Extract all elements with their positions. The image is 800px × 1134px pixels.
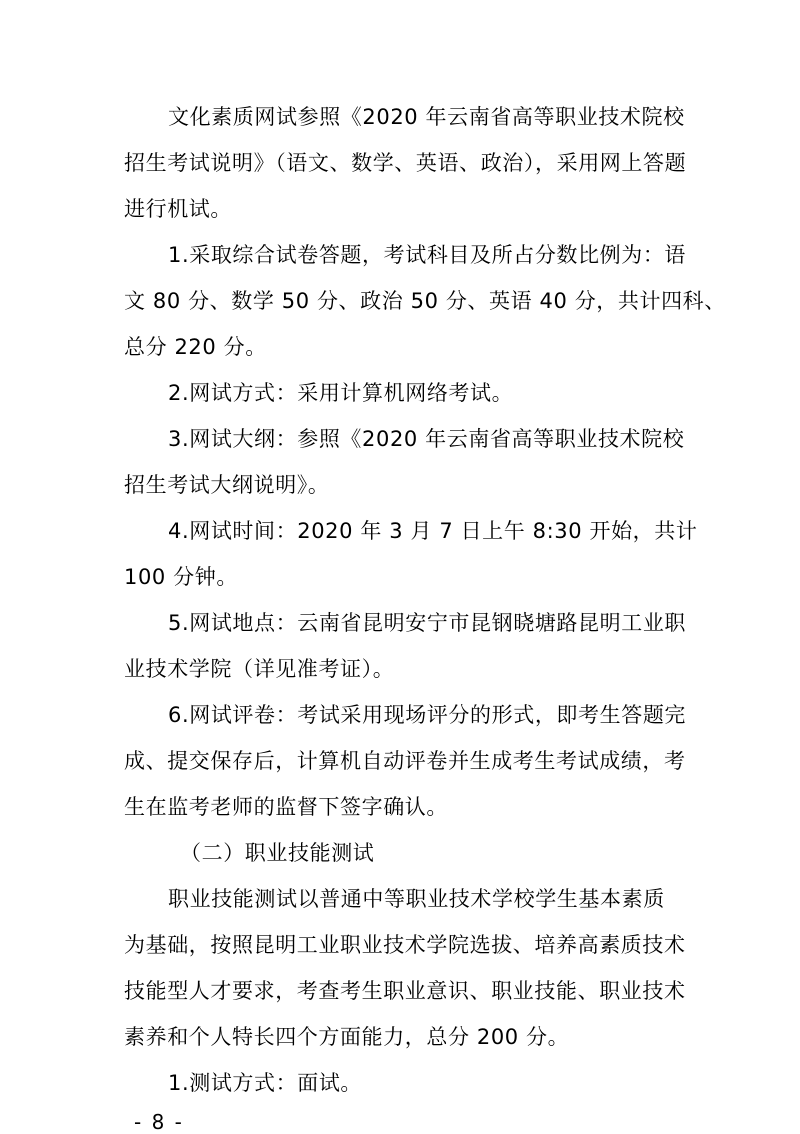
item-4-line-1: 4.网试时间：2020 年 3 月 7 日上午 8:30 开始，共计 bbox=[168, 519, 698, 543]
item-5-line-2: 业技术学院（详见准考证）。 bbox=[124, 657, 395, 681]
paragraph-culture-test-line-3: 进行机试。 bbox=[124, 197, 232, 221]
item-1-line-2: 文 80 分、数学 50 分、政治 50 分、英语 40 分，共计四科、 bbox=[124, 289, 726, 313]
vocational-skills-paragraph-line-1: 职业技能测试以普通中等职业技术学校学生基本素质 bbox=[168, 887, 665, 911]
item-1-line-1: 1.采取综合试卷答题，考试科目及所占分数比例为：语 bbox=[168, 243, 687, 267]
vocational-skills-paragraph-line-3: 技能型人才要求，考查考生职业意识、职业技能、职业技术 bbox=[124, 979, 686, 1003]
page-number: - 8 - bbox=[134, 1110, 184, 1134]
paragraph-culture-test-line-2: 招生考试说明》（语文、数学、英语、政治），采用网上答题 bbox=[124, 151, 687, 175]
item-5-line-1: 5.网试地点：云南省昆明安宁市昆钢晓塘路昆明工业职 bbox=[168, 611, 687, 635]
item-6-line-1: 6.网试评卷：考试采用现场评分的形式，即考生答题完 bbox=[168, 703, 687, 727]
item-6-line-3: 生在监考老师的监督下签字确认。 bbox=[124, 795, 448, 819]
item-2-line-1: 2.网试方式：采用计算机网络考试。 bbox=[168, 381, 514, 405]
vocational-skills-paragraph-line-4: 素养和个人特长四个方面能力，总分 200 分。 bbox=[124, 1025, 570, 1049]
vocational-skills-paragraph-line-2: 为基础，按照昆明工业职业技术学院选拔、培养高素质技术 bbox=[124, 933, 686, 957]
item-3-line-2: 招生考试大纲说明》。 bbox=[124, 473, 330, 497]
test-method-line: 1.测试方式：面试。 bbox=[168, 1071, 363, 1095]
paragraph-culture-test-line-1: 文化素质网试参照《2020 年云南省高等职业技术院校 bbox=[168, 105, 685, 129]
section-heading-vocational-skills-test: （二）职业技能测试 bbox=[180, 841, 375, 865]
item-3-line-1: 3.网试大纲：参照《2020 年云南省高等职业技术院校 bbox=[168, 427, 685, 451]
item-4-line-2: 100 分钟。 bbox=[124, 565, 238, 589]
item-1-line-3: 总分 220 分。 bbox=[124, 335, 267, 359]
item-6-line-2: 成、提交保存后，计算机自动评卷并生成考生考试成绩，考 bbox=[124, 749, 686, 773]
